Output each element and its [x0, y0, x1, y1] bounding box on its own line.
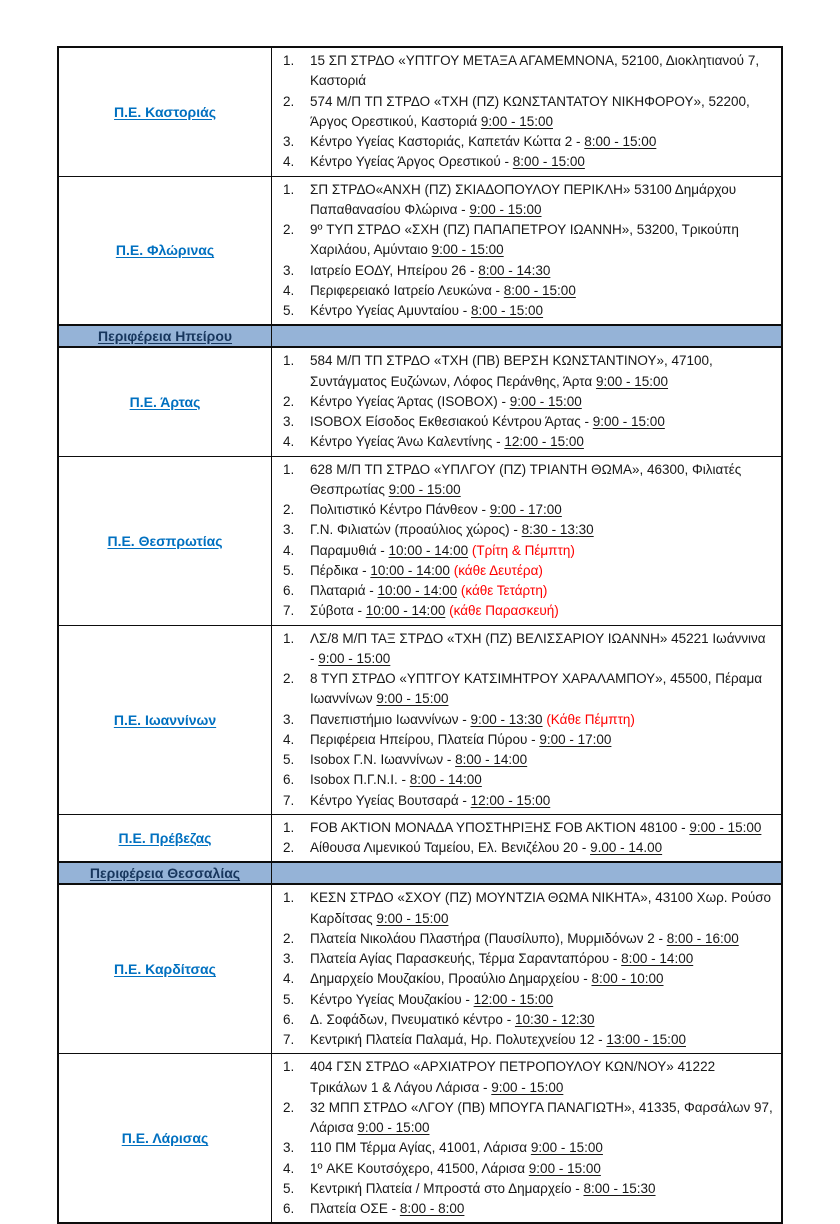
item-number: 1.	[283, 461, 295, 477]
opening-hours: 8:00 - 14:30	[478, 262, 551, 278]
location-name: Πλατεία ΟΣΕ	[310, 1201, 388, 1216]
location-item	[283, 392, 773, 412]
location-item	[283, 261, 773, 281]
item-number: 3.	[283, 134, 295, 149]
location-item	[283, 1057, 773, 1098]
location-item	[283, 710, 773, 730]
distribution-table	[57, 46, 783, 1224]
location-text: Κέντρο Υγείας Άνω Καλεντίνης - 12:00 - 15:00	[310, 434, 584, 450]
location-name: Αίθουσα Λιμενικού Ταμείου, Ελ. Βενιζέλου 20	[310, 840, 579, 855]
region-name-cell	[59, 1054, 272, 1222]
location-text: Κεντρική Πλατεία Παλαμά, Ηρ. Πολυτεχνείου 12 - 13:00 - 15:00	[310, 1032, 686, 1047]
location-text: Κέντρο Υγείας Αμυνταίου - 8:00 - 15:00	[310, 303, 544, 318]
item-number: 1.	[283, 353, 295, 369]
opening-hours: 9:00 - 15:00	[469, 201, 542, 217]
region-link[interactable]: Π.Ε. Θεσπρωτίας	[107, 532, 223, 549]
section-header-cell	[59, 863, 272, 883]
location-text	[310, 92, 773, 133]
location-item	[283, 1138, 773, 1158]
location-name: ΣΠ ΣΤΡΔΟ«ΑΝΧΗ (ΠΖ) ΣΚΙΑΔΟΠΟΥΛΟΥ ΠΕΡΙΚΛΗ» 53100 Δημάρχου Παπαθανασίου Φλώρινα	[310, 181, 737, 217]
item-number: 6.	[283, 1201, 295, 1216]
location-text: Πλατεία Νικολάου Πλαστήρα (Παυσίλυπο), Μυρμιδόνων 2 - 8:00 - 16:00	[310, 930, 739, 946]
item-number: 5.	[283, 303, 295, 318]
item-number: 1.	[283, 890, 295, 906]
location-text: Ιατρείο ΕΟΔΥ, Ηπείρου 26 - 8:00 - 14:30	[310, 262, 551, 278]
location-text: Αίθουσα Λιμενικού Ταμείου, Ελ. Βενιζέλου 20 - 9.00 - 14.00	[310, 840, 663, 855]
item-number: 3.	[283, 711, 295, 727]
region-row	[59, 176, 781, 325]
location-item	[283, 92, 773, 133]
location-name: Ιατρείο ΕΟΔΥ, Ηπείρου 26	[310, 262, 467, 278]
region-link[interactable]: Π.Ε. Καστοριάς	[114, 103, 216, 120]
location-text: ΣΠ ΣΤΡΔΟ«ΑΝΧΗ (ΠΖ) ΣΚΙΑΔΟΠΟΥΛΟΥ ΠΕΡΙΚΛΗ» 53100 Δημάρχου Παπαθανασίου Φλώρινα - 9:00 - 15:00	[310, 181, 737, 217]
location-text: Πέρδικα - 10:00 - 14:00 (κάθε Δευτέρα)	[310, 562, 543, 578]
location-name: Isobox Γ.Ν. Ιωαννίνων	[310, 752, 444, 767]
opening-hours: 8:00 - 15:00	[471, 303, 544, 318]
locations-cell	[272, 48, 781, 176]
opening-hours: 8:30 - 13:30	[521, 522, 594, 538]
opening-hours: 9:00 - 15:00	[357, 1120, 430, 1135]
location-name: 15 ΣΠ ΣΤΡΔΟ «ΥΠΤΓΟΥ ΜΕΤΑΞΑ ΑΓΑΜΕΜΝΟΝΑ, 52100, Διοκλητιανού 7, Καστοριά	[310, 53, 760, 89]
location-name: Πολιτιστικό Κέντρο Πάνθεον	[310, 502, 478, 517]
item-number: 4.	[283, 434, 295, 450]
location-item	[283, 281, 773, 301]
location-name: Δ. Σοφάδων, Πνευματικό κέντρο	[310, 1011, 503, 1027]
location-text	[310, 1098, 773, 1139]
opening-hours: 9:00 - 15:00	[431, 242, 504, 258]
region-name-cell	[59, 348, 272, 455]
opening-hours: 10:00 - 14:00	[370, 562, 450, 578]
opening-hours: 12:00 - 15:00	[504, 434, 584, 450]
location-text	[310, 460, 773, 501]
opening-hours: 8:00 - 14:00	[621, 951, 694, 966]
location-item	[283, 432, 773, 452]
location-item	[283, 301, 773, 321]
location-item	[283, 838, 773, 858]
location-name: Περιφερειακό Ιατρείο Λευκώνα	[310, 282, 492, 298]
region-row	[59, 348, 781, 455]
item-number: 6.	[283, 1011, 295, 1027]
locations-cell	[272, 863, 781, 883]
opening-hours: 10:00 - 14:00	[388, 542, 469, 558]
section-header-row	[59, 324, 781, 348]
region-row	[59, 625, 781, 814]
location-item	[283, 581, 773, 601]
region-name-cell	[59, 457, 272, 625]
location-item	[283, 929, 773, 949]
location-item	[283, 220, 773, 261]
location-name: 574 Μ/Π ΤΠ ΣΤΡΔΟ «ΤΧΗ (ΠΖ) ΚΩΝΣΤΑΝΤΑΤΟΥ ΝΙΚΗΦΟΡΟΥ», 52200, Άργος Ορεστικού, Καστοριά	[310, 93, 750, 129]
opening-hours: 10:00 - 14:00	[365, 603, 446, 619]
item-number: 2.	[283, 671, 295, 686]
location-name: Κεντρική Πλατεία / Μπροστά στο Δημαρχείο	[310, 1180, 572, 1196]
location-item	[283, 1179, 773, 1199]
location-name: Κέντρο Υγείας Άνω Καλεντίνης	[310, 434, 493, 450]
location-name: Κέντρο Υγείας Άρτας (ISOBOX)	[310, 393, 498, 409]
item-number: 3.	[283, 414, 295, 429]
opening-hours: 8:00 - 14:00	[455, 752, 528, 767]
schedule-day-note: (Κάθε Πέμπτη)	[546, 711, 635, 727]
location-item	[283, 750, 773, 770]
location-text: Περιφέρεια Ηπείρου, Πλατεία Πύρου - 9:00 - 17:00	[310, 731, 612, 747]
item-number: 4.	[283, 1160, 295, 1176]
opening-hours: 12:00 - 15:00	[470, 792, 551, 808]
region-name-cell	[59, 48, 272, 176]
location-text	[310, 888, 773, 929]
opening-hours: 8:00 - 14:00	[409, 772, 482, 788]
opening-hours: 9:00 - 13:30	[470, 711, 543, 727]
location-name: Κέντρο Υγείας Μουζακίου	[310, 991, 462, 1007]
item-number: 7.	[283, 603, 295, 619]
opening-hours: 9:00 - 15:00	[530, 1140, 603, 1156]
location-name: Πέρδικα	[310, 562, 359, 578]
location-text: Πλατεία Αγίας Παρασκευής, Τέρμα Σαρανταπόρου - 8:00 - 14:00	[310, 951, 694, 966]
region-link[interactable]: Π.Ε. Λάρισας	[121, 1130, 209, 1147]
opening-hours: 9:00 - 15:00	[689, 819, 762, 835]
location-item	[283, 1159, 773, 1179]
opening-hours: 9:00 - 15:00	[376, 910, 449, 926]
location-name: ΛΣ/8 Μ/Π ΤΑΞ ΣΤΡΔΟ «ΤΧΗ (ΠΖ) ΒΕΛΙΣΣΑΡΙΟΥ ΙΩΑΝΝΗ» 45221 Ιωάννινα	[310, 630, 766, 646]
location-item	[283, 949, 773, 969]
item-number: 7.	[283, 792, 295, 808]
item-number: 2.	[283, 1099, 295, 1115]
item-number: 4.	[283, 971, 295, 987]
item-number: 2.	[283, 840, 295, 855]
location-text: Κέντρο Υγείας Μουζακίου - 12:00 - 15:00	[310, 991, 554, 1007]
location-item	[283, 1010, 773, 1030]
section-header-label: Περιφέρεια Ηπείρου	[97, 328, 233, 345]
locations-cell	[272, 885, 781, 1053]
item-number: 1.	[283, 630, 295, 646]
location-text: Γ.Ν. Φιλιατών (προαύλιος χώρος) - 8:30 - 13:30	[310, 522, 594, 538]
location-name: Κεντρική Πλατεία Παλαμά, Ηρ. Πολυτεχνείου 12	[310, 1032, 595, 1047]
location-item	[283, 460, 773, 501]
location-text: Πλαταριά - 10:00 - 14:00 (κάθε Τετάρτη)	[310, 583, 548, 598]
opening-hours: 9:00 - 17:00	[539, 731, 612, 747]
locations-cell	[272, 626, 781, 814]
location-item	[283, 818, 773, 838]
region-row	[59, 456, 781, 625]
location-name: ISOBOX Είσοδος Εκθεσιακού Κέντρου Άρτας	[310, 414, 581, 429]
location-name: FOB AKTION ΜΟΝΑΔΑ ΥΠΟΣΤΗΡΙΞΗΣ FOB AKTION 48100	[310, 819, 678, 835]
location-text: Δημαρχείο Μουζακίου, Προαύλιο Δημαρχείου - 8:00 - 10:00	[310, 971, 664, 987]
location-name: Περιφέρεια Ηπείρου, Πλατεία Πύρου	[310, 731, 528, 747]
region-name-cell	[59, 626, 272, 814]
location-text: Περιφερειακό Ιατρείο Λευκώνα - 8:00 - 15:00	[310, 282, 576, 298]
region-name-cell	[59, 885, 272, 1053]
opening-hours: 9:00 - 15:00	[592, 414, 665, 429]
location-name: 9º ΤΥΠ ΣΤΡΔΟ «ΣΧΗ (ΠΖ) ΠΑΠΑΠΕΤΡΟΥ ΙΩΑΝΝΗ», 53200, Τρικούπη Χαριλάου, Αμύνταιο	[310, 222, 739, 258]
location-name: 110 ΠΜ Τέρμα Αγίας, 41001, Λάρισα	[310, 1140, 528, 1156]
location-text	[310, 669, 773, 710]
schedule-day-note: (κάθε Τετάρτη)	[460, 583, 548, 598]
location-text: Παραμυθιά - 10:00 - 14:00 (Τρίτη & Πέμπτη)	[310, 542, 575, 558]
location-name: ΚΕΣΝ ΣΤΡΔΟ «ΣΧΟΥ (ΠΖ) ΜΟΥΝΤΖΙΑ ΘΩΜΑ ΝΙΚΗΤΑ», 43100 Χωρ. Ρούσο Καρδίτσας	[310, 890, 772, 926]
location-item	[283, 500, 773, 520]
location-item	[283, 541, 773, 561]
region-name-cell	[59, 815, 272, 862]
region-link[interactable]: Π.Ε. Καρδίτσας	[114, 961, 216, 978]
location-text: Κέντρο Υγείας Καστοριάς, Καπετάν Κώττα 2 - 8:00 - 15:00	[310, 134, 657, 149]
opening-hours: 10:30 - 12:30	[514, 1011, 595, 1027]
location-name: Πανεπιστήμιο Ιωαννίνων	[310, 711, 459, 727]
opening-hours: 9:00 - 15:00	[318, 650, 391, 666]
location-item	[283, 629, 773, 670]
location-item	[283, 770, 773, 790]
location-item	[283, 51, 773, 92]
location-text: ΛΣ/8 Μ/Π ΤΑΞ ΣΤΡΔΟ «ΤΧΗ (ΠΖ) ΒΕΛΙΣΣΑΡΙΟΥ ΙΩΑΝΝΗ» 45221 Ιωάννινα - 9:00 - 15:00	[310, 630, 766, 666]
location-item	[283, 601, 773, 621]
location-text: Πανεπιστήμιο Ιωαννίνων - 9:00 - 13:30 (Κάθε Πέμπτη)	[310, 711, 635, 727]
location-item	[283, 132, 773, 152]
location-text	[310, 351, 773, 392]
opening-hours: 9.00 - 14.00	[590, 840, 663, 855]
location-item	[283, 152, 773, 172]
opening-hours: 9:00 - 15:00	[491, 1079, 564, 1095]
location-text	[310, 1159, 773, 1179]
locations-cell	[272, 815, 781, 862]
section-header-row	[59, 861, 781, 885]
locations-cell	[272, 457, 781, 625]
location-name: 404 ΓΣΝ ΣΤΡΔΟ «ΑΡΧΙΑΤΡΟΥ ΠΕΤΡΟΠΟΥΛΟΥ ΚΩΝ/ΝΟΥ» 41222 Τρικάλων 1 & Λάγου Λάρισα	[310, 1059, 716, 1095]
location-text: 404 ΓΣΝ ΣΤΡΔΟ «ΑΡΧΙΑΤΡΟΥ ΠΕΤΡΟΠΟΥΛΟΥ ΚΩΝ/ΝΟΥ» 41222 Τρικάλων 1 & Λάγου Λάρισα - 9:00 - 15:00	[310, 1059, 716, 1095]
location-item	[283, 561, 773, 581]
item-number: 2.	[283, 930, 295, 946]
location-name: Κέντρο Υγείας Άργος Ορεστικού	[310, 154, 501, 170]
item-number: 1.	[283, 1059, 295, 1075]
region-row	[59, 1053, 781, 1222]
location-item	[283, 520, 773, 540]
opening-hours: 8:00 - 15:00	[503, 282, 576, 298]
item-number: 4.	[283, 731, 295, 747]
opening-hours: 9:00 - 15:00	[480, 113, 553, 129]
location-text: Κέντρο Υγείας Άργος Ορεστικού - 8:00 - 15:00	[310, 154, 585, 170]
location-text: Δ. Σοφάδων, Πνευματικό κέντρο - 10:30 - 12:30	[310, 1011, 595, 1027]
opening-hours: 13:00 - 15:00	[606, 1032, 686, 1047]
location-name: Παραμυθιά	[310, 542, 377, 558]
region-name-cell	[59, 177, 272, 325]
region-row	[59, 814, 781, 862]
item-number: 3.	[283, 1140, 295, 1156]
item-number: 2.	[283, 502, 295, 517]
location-item	[283, 888, 773, 929]
item-number: 1.	[283, 53, 295, 68]
opening-hours: 8:00 - 15:00	[584, 134, 657, 149]
opening-hours: 9:00 - 15:00	[388, 481, 461, 497]
location-text: Isobox Γ.Ν. Ιωαννίνων - 8:00 - 14:00	[310, 752, 528, 767]
location-name: 584 Μ/Π ΤΠ ΣΤΡΔΟ «ΤΧΗ (ΠΒ) ΒΕΡΣΗ ΚΩΝΣΤΑΝΤΙΝΟΥ», 47100, Συντάγματος Ευζώνων, Λόφος Περάνθης, Άρτα	[310, 353, 713, 389]
region-row	[59, 885, 781, 1053]
location-text: Κέντρο Υγείας Άρτας (ISOBOX) - 9:00 - 15:00	[310, 393, 582, 409]
location-name: Σύβοτα	[310, 603, 354, 619]
opening-hours: 9:00 - 15:00	[528, 1160, 601, 1176]
location-text: FOB AKTION ΜΟΝΑΔΑ ΥΠΟΣΤΗΡΙΞΗΣ FOB AKTION 48100 - 9:00 - 15:00	[310, 819, 762, 835]
locations-cell	[272, 326, 781, 346]
location-item	[283, 180, 773, 221]
locations-cell	[272, 1054, 781, 1222]
item-number: 5.	[283, 752, 295, 767]
opening-hours: 9:00 - 15:00	[509, 393, 582, 409]
location-text	[310, 220, 773, 261]
locations-cell	[272, 177, 781, 325]
item-number: 7.	[283, 1032, 295, 1047]
location-text: Πολιτιστικό Κέντρο Πάνθεον - 9:00 - 17:00	[310, 502, 562, 517]
location-text	[310, 1138, 773, 1158]
opening-hours: 8:00 - 8:00	[399, 1201, 465, 1216]
schedule-day-note: (Τρίτη & Πέμπτη)	[471, 542, 575, 558]
schedule-day-note: (κάθε Δευτέρα)	[453, 562, 543, 578]
item-number: 3.	[283, 522, 295, 538]
item-number: 4.	[283, 542, 295, 558]
location-text: Isobox Π.Γ.Ν.Ι. - 8:00 - 14:00	[310, 772, 482, 788]
item-number: 5.	[283, 562, 295, 578]
location-item	[283, 1030, 773, 1050]
location-name: Πλατεία Νικολάου Πλαστήρα (Παυσίλυπο), Μυρμιδόνων 2	[310, 930, 655, 946]
location-name: 8 ΤΥΠ ΣΤΡΔΟ «ΥΠΤΓΟΥ ΚΑΤΣΙΜΗΤΡΟΥ ΧΑΡΑΛΑΜΠΟΥ», 45500, Πέραμα Ιωαννίνων	[310, 671, 763, 707]
opening-hours: 9:00 - 15:00	[376, 691, 449, 707]
region-link[interactable]: Π.Ε. Πρέβεζας	[118, 830, 212, 846]
item-number: 2.	[283, 222, 295, 237]
opening-hours: 8:00 - 16:00	[666, 930, 739, 946]
schedule-day-note: (κάθε Παρασκευή)	[449, 603, 559, 619]
item-number: 5.	[283, 991, 295, 1007]
location-name: 32 ΜΠΠ ΣΤΡΔΟ «ΛΓΟΥ (ΠΒ) ΜΠΟΥΓΑ ΠΑΝΑΓΙΩΤΗ», 41335, Φαρσάλων 97, Λάρισα	[310, 1099, 773, 1135]
item-number: 3.	[283, 262, 295, 278]
location-name: 628 Μ/Π ΤΠ ΣΤΡΔΟ «ΥΠΛΓΟΥ (ΠΖ) ΤΡΙΑΝΤΗ ΘΩΜΑ», 46300, Φιλιατές Θεσπρωτίας	[310, 461, 742, 497]
opening-hours: 8:00 - 10:00	[591, 971, 664, 987]
location-text: Πλατεία ΟΣΕ - 8:00 - 8:00	[310, 1201, 465, 1216]
location-text: Σύβοτα - 10:00 - 14:00 (κάθε Παρασκευή)	[310, 603, 559, 619]
opening-hours: 8:00 - 15:00	[512, 154, 585, 170]
location-item	[283, 791, 773, 811]
region-link[interactable]: Π.Ε. Ιωαννίνων	[113, 711, 217, 728]
location-name: 1º ΑΚΕ Κουτσόχερο, 41500, Λάρισα	[310, 1160, 526, 1176]
locations-cell	[272, 348, 781, 455]
item-number: 3.	[283, 951, 295, 966]
location-name: Δημαρχείο Μουζακίου, Προαύλιο Δημαρχείου	[310, 971, 580, 987]
location-name: Γ.Ν. Φιλιατών (προαύλιος χώρος)	[310, 522, 510, 538]
location-text: Κεντρική Πλατεία / Μπροστά στο Δημαρχείο - 8:00 - 15:30	[310, 1180, 656, 1196]
location-item	[283, 969, 773, 989]
location-name: Κέντρο Υγείας Καστοριάς, Καπετάν Κώττα 2	[310, 134, 573, 149]
location-text: ISOBOX Είσοδος Εκθεσιακού Κέντρου Άρτας - 9:00 - 15:00	[310, 414, 665, 429]
opening-hours: 10:00 - 14:00	[377, 583, 458, 598]
location-item	[283, 669, 773, 710]
location-item	[283, 1199, 773, 1219]
location-item	[283, 412, 773, 432]
item-number: 4.	[283, 282, 295, 298]
location-item	[283, 730, 773, 750]
item-number: 6.	[283, 583, 295, 598]
location-name: Πλαταριά	[310, 583, 366, 598]
location-text	[310, 51, 773, 92]
opening-hours: 9:00 - 15:00	[595, 373, 669, 389]
region-link[interactable]: Π.Ε. Άρτας	[129, 393, 201, 410]
item-number: 6.	[283, 772, 295, 788]
location-item	[283, 1098, 773, 1139]
opening-hours: 8:00 - 15:30	[583, 1180, 656, 1196]
section-header-label: Περιφέρεια Θεσσαλίας	[89, 865, 241, 882]
section-header-cell	[59, 326, 272, 346]
location-text: Κέντρο Υγείας Βουτσαρά - 12:00 - 15:00	[310, 792, 551, 808]
item-number: 4.	[283, 154, 295, 170]
location-name: Πλατεία Αγίας Παρασκευής, Τέρμα Σαρανταπόρου	[310, 951, 610, 966]
location-item	[283, 990, 773, 1010]
opening-hours: 9:00 - 17:00	[489, 502, 562, 517]
item-number: 2.	[283, 393, 295, 409]
item-number: 5.	[283, 1180, 295, 1196]
item-number: 2.	[283, 93, 295, 109]
location-name: Κέντρο Υγείας Βουτσαρά	[310, 792, 459, 808]
item-number: 1.	[283, 181, 295, 197]
region-row	[59, 48, 781, 176]
location-item	[283, 351, 773, 392]
location-name: Κέντρο Υγείας Αμυνταίου	[310, 303, 459, 318]
location-name: Isobox Π.Γ.Ν.Ι.	[310, 772, 398, 788]
opening-hours: 12:00 - 15:00	[473, 991, 554, 1007]
item-number: 1.	[283, 819, 295, 835]
region-link[interactable]: Π.Ε. Φλώρινας	[115, 242, 215, 259]
